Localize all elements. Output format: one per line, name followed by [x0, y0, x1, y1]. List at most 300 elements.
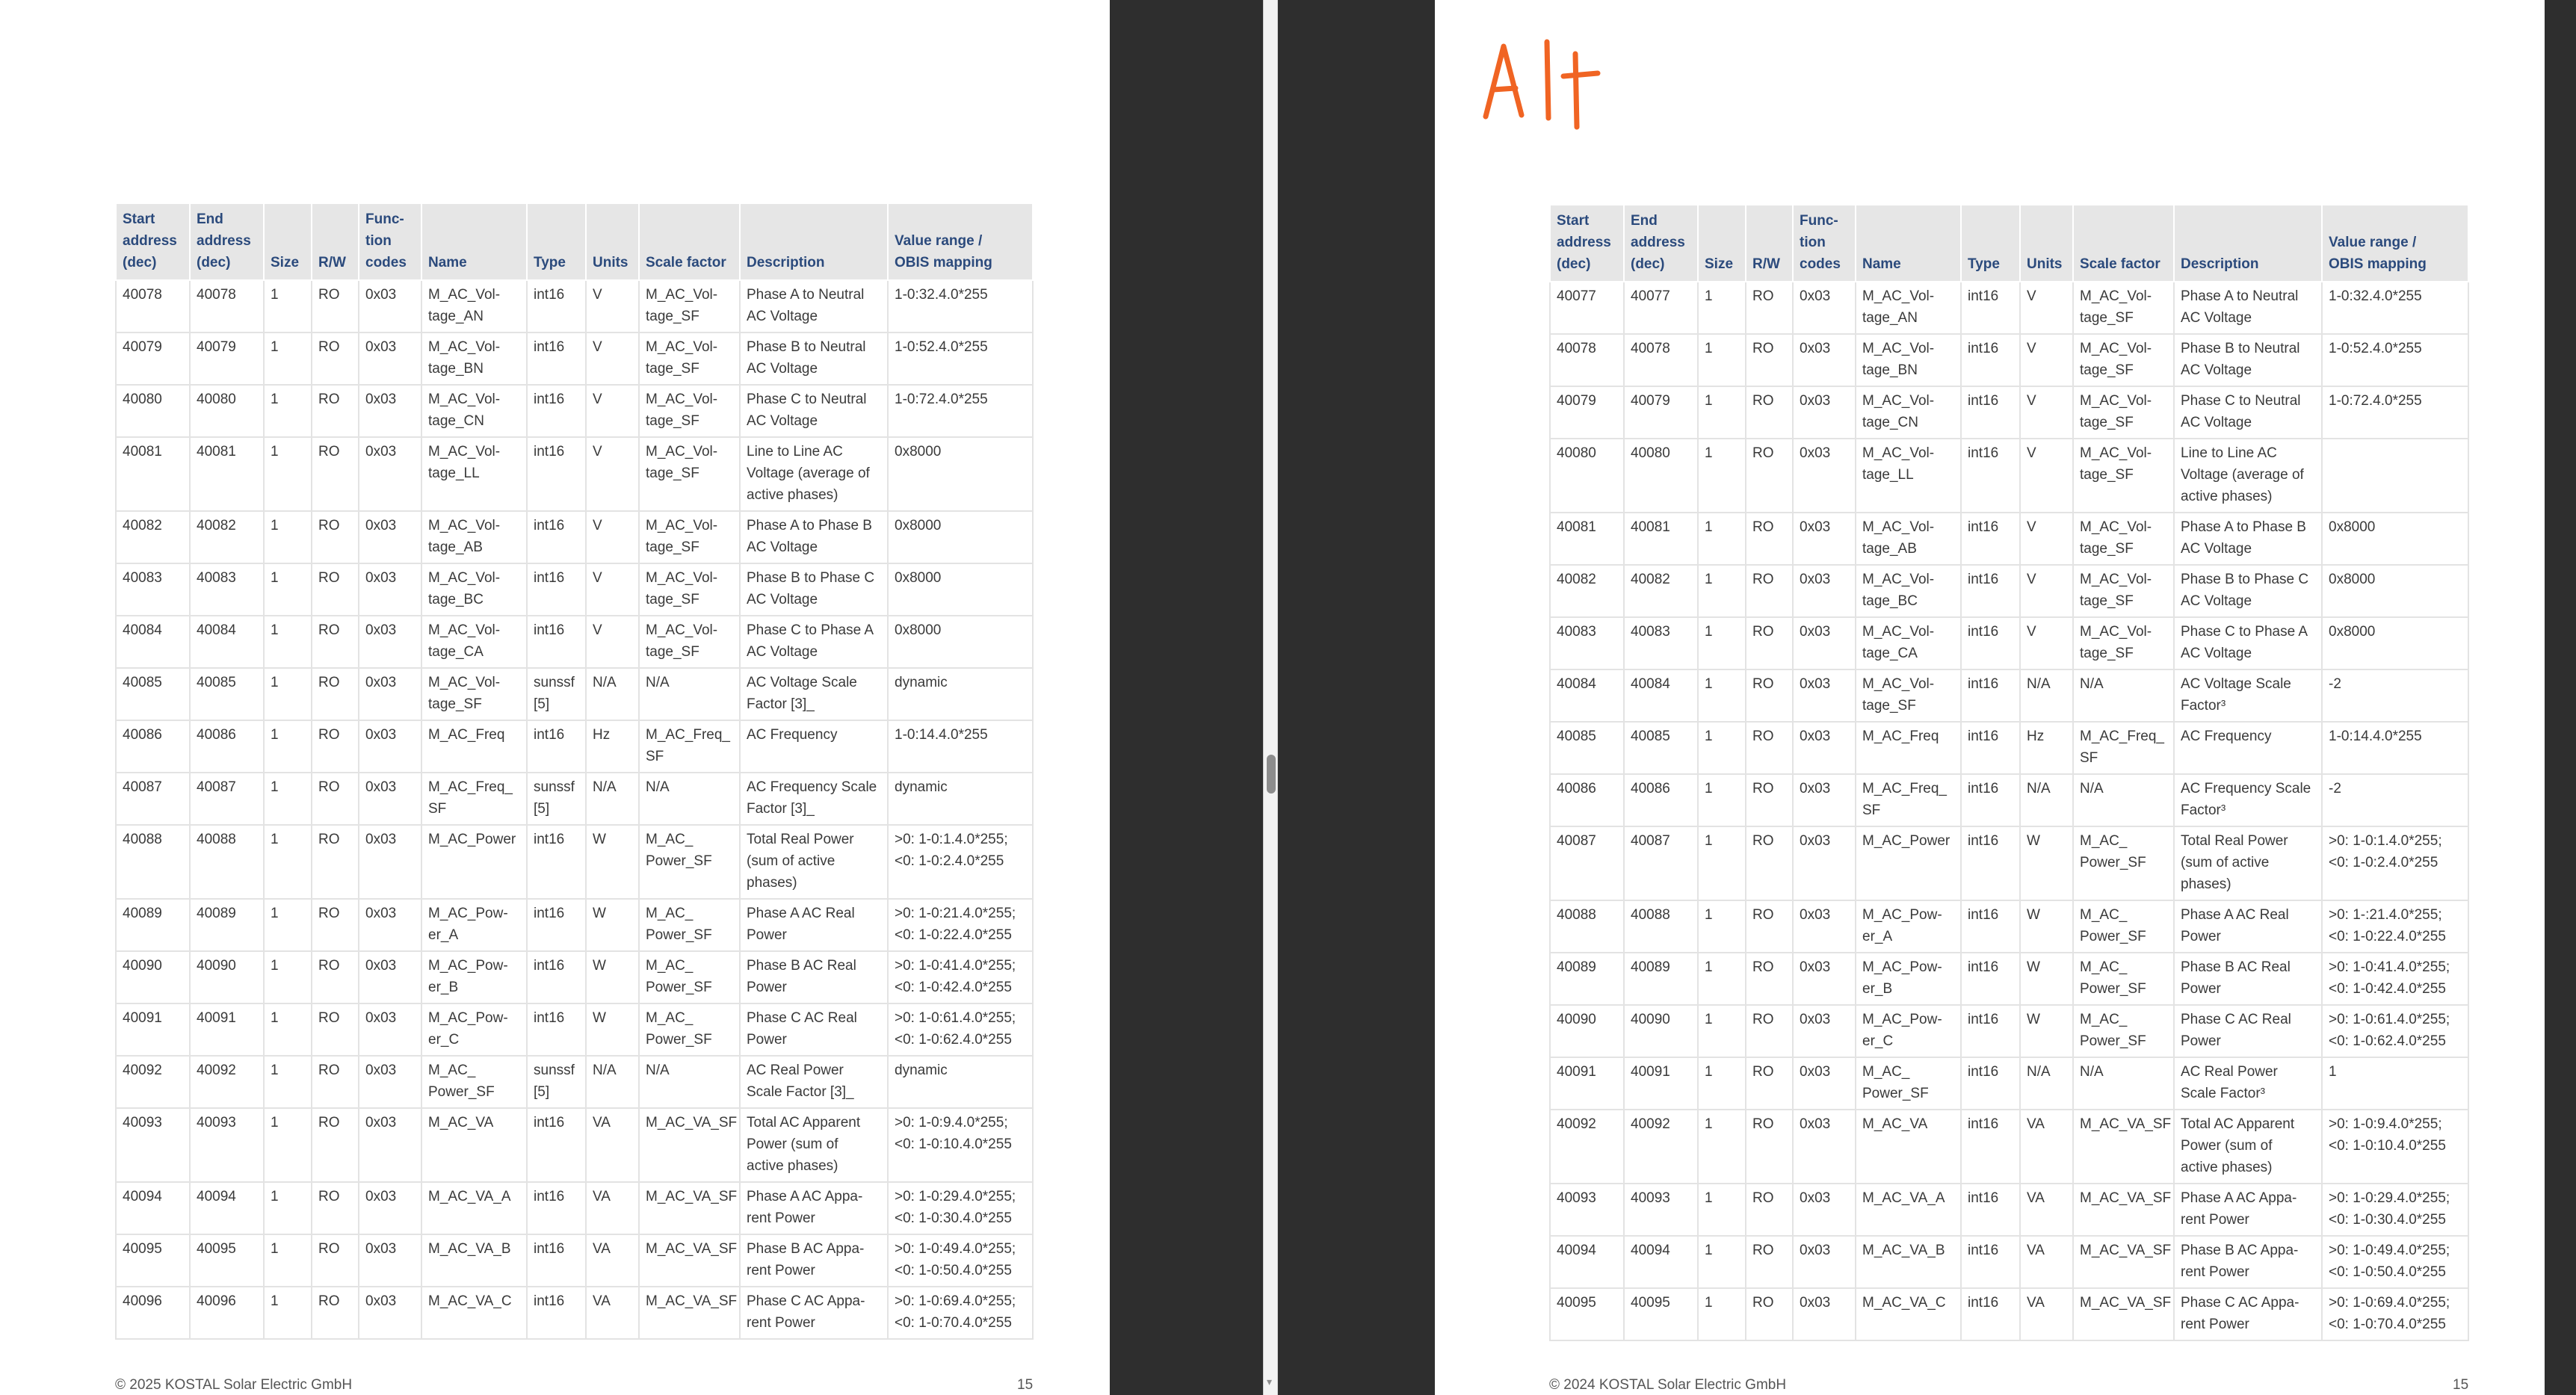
table-cell: int16	[527, 1234, 586, 1287]
table-cell: 0x03	[1793, 334, 1856, 386]
column-header: Type	[1961, 205, 2020, 282]
table-cell: 40087	[190, 773, 264, 825]
table-cell: M_AC_Pow- er_B	[421, 951, 527, 1003]
table-cell: 40080	[1550, 439, 1624, 513]
table-cell: 40090	[116, 951, 190, 1003]
table-cell: 1	[264, 332, 312, 385]
table-cell: int16	[527, 951, 586, 1003]
table-cell: 40093	[116, 1108, 190, 1182]
table-cell: Phase A to Neutral AC Voltage	[2174, 282, 2322, 334]
table-cell: V	[586, 332, 639, 385]
table-cell: RO	[1746, 826, 1793, 900]
table-cell: RO	[312, 1182, 359, 1234]
table-cell: 40093	[1624, 1184, 1698, 1236]
table-cell: dynamic	[888, 668, 1033, 720]
table-row	[1550, 617, 2468, 669]
table-cell: M_AC_Vol- tage_AN	[421, 280, 527, 332]
table-cell: 40080	[116, 385, 190, 437]
table-cell: 0x03	[1793, 386, 1856, 439]
table-cell: 1	[264, 280, 312, 332]
table-cell: 0x03	[359, 280, 421, 332]
table-cell: 1	[264, 773, 312, 825]
table-cell: M_AC_Vol- tage_SF	[2073, 334, 2174, 386]
table-cell: sunssf [5]	[527, 773, 586, 825]
table-cell: M_AC_Freq	[421, 720, 527, 773]
table-cell: VA	[586, 1234, 639, 1287]
table-cell: RO	[312, 773, 359, 825]
table-cell: M_AC_Vol- tage_SF	[2073, 617, 2174, 669]
table-cell: 1	[2322, 1057, 2468, 1110]
table-cell: 0x03	[1793, 953, 1856, 1005]
table-cell: 0x03	[359, 616, 421, 668]
table-row	[116, 773, 1033, 825]
table-cell: M_AC_ Power_SF	[639, 951, 740, 1003]
table-row	[1550, 953, 2468, 1005]
table-cell: AC Voltage Scale Factor³	[2174, 669, 2322, 722]
table-cell: int16	[527, 1003, 586, 1056]
table-cell: 1	[264, 1182, 312, 1234]
table-cell: M_AC_ Power_SF	[639, 825, 740, 899]
table-cell: Phase C AC Appa- rent Power	[2174, 1288, 2322, 1340]
table-cell: 40096	[190, 1287, 264, 1339]
table-cell: RO	[312, 1287, 359, 1339]
table-cell: 1	[264, 720, 312, 773]
table-cell: 1-0:32.4.0*255	[2322, 282, 2468, 334]
column-header: End address (dec)	[1624, 205, 1698, 282]
table-cell: N/A	[2073, 669, 2174, 722]
table-cell: Phase C to Phase A AC Voltage	[2174, 617, 2322, 669]
table-cell: 1-0:52.4.0*255	[888, 332, 1033, 385]
table-cell: N/A	[2020, 1057, 2073, 1110]
table-cell: 40077	[1550, 282, 1624, 334]
table-cell: int16	[1961, 722, 2020, 774]
table-cell: V	[586, 280, 639, 332]
table-cell: int16	[527, 437, 586, 511]
table-cell: Phase A to Neutral AC Voltage	[740, 280, 888, 332]
table-cell: Phase B to Phase C AC Voltage	[740, 563, 888, 616]
table-cell: RO	[1746, 722, 1793, 774]
table-cell: 0x03	[359, 773, 421, 825]
table-cell: M_AC_VA_SF	[2073, 1184, 2174, 1236]
table-cell: 40078	[1624, 334, 1698, 386]
table-cell: 1	[264, 1003, 312, 1056]
table-cell: 0x03	[359, 668, 421, 720]
table-cell: 40078	[1550, 334, 1624, 386]
table-cell: 1	[264, 563, 312, 616]
table-row	[1550, 1110, 2468, 1184]
table-cell: >0: 1-0:41.4.0*255; <0: 1-0:42.4.0*255	[2322, 953, 2468, 1005]
table-cell: AC Frequency Scale Factor [3]_	[740, 773, 888, 825]
table-row	[1550, 669, 2468, 722]
table-cell: >0: 1-0:9.4.0*255; <0: 1-0:10.4.0*255	[888, 1108, 1033, 1182]
table-cell: M_AC_Vol- tage_CN	[1856, 386, 1961, 439]
table-cell: 0x03	[1793, 1184, 1856, 1236]
table-cell: RO	[312, 951, 359, 1003]
table-cell: 40087	[116, 773, 190, 825]
table-cell: 40094	[1624, 1236, 1698, 1288]
table-cell: 0x8000	[2322, 617, 2468, 669]
table-cell: RO	[1746, 334, 1793, 386]
table-cell: M_AC_Vol- tage_SF	[639, 616, 740, 668]
column-header: Value range / OBIS mapping	[888, 203, 1033, 280]
table-cell: M_AC_Pow- er_C	[1856, 1005, 1961, 1057]
table-cell: int16	[1961, 1110, 2020, 1184]
table-cell: V	[2020, 439, 2073, 513]
table-cell: VA	[2020, 1110, 2073, 1184]
table-cell: RO	[312, 899, 359, 951]
table-cell: RO	[312, 668, 359, 720]
table-cell: 0x03	[1793, 722, 1856, 774]
table-cell: AC Frequency	[740, 720, 888, 773]
table-cell: int16	[1961, 1236, 2020, 1288]
table-cell: 40082	[1550, 565, 1624, 617]
table-cell: M_AC_Vol- tage_SF	[2073, 513, 2174, 565]
table-cell: V	[586, 616, 639, 668]
table-cell: AC Frequency	[2174, 722, 2322, 774]
table-row	[1550, 722, 2468, 774]
table-cell: W	[2020, 953, 2073, 1005]
table-cell: 1-0:52.4.0*255	[2322, 334, 2468, 386]
table-cell: RO	[1746, 617, 1793, 669]
table-cell: 0x8000	[888, 437, 1033, 511]
table-cell: M_AC_Vol- tage_BN	[421, 332, 527, 385]
table-cell: M_AC_ Power_SF	[421, 1056, 527, 1108]
table-cell: M_AC_Vol- tage_SF	[639, 385, 740, 437]
table-cell: VA	[2020, 1236, 2073, 1288]
table-cell: int16	[527, 332, 586, 385]
page-number: 15	[2453, 1377, 2469, 1393]
table-cell: 40095	[190, 1234, 264, 1287]
table-cell: M_AC_Vol- tage_SF	[2073, 386, 2174, 439]
table-cell: V	[586, 563, 639, 616]
table-cell: RO	[1746, 1057, 1793, 1110]
table-cell: M_AC_ Power_SF	[2073, 826, 2174, 900]
table-cell: 1	[264, 668, 312, 720]
table-cell: 40088	[1624, 900, 1698, 953]
table-cell: 1	[264, 437, 312, 511]
table-cell: >0: 1-:21.4.0*255; <0: 1-0:22.4.0*255	[2322, 900, 2468, 953]
table-cell: M_AC_Vol- tage_AB	[1856, 513, 1961, 565]
table-cell: 0x03	[359, 1056, 421, 1108]
table-cell: N/A	[2073, 774, 2174, 826]
table-cell: RO	[1746, 1005, 1793, 1057]
table-row	[116, 385, 1033, 437]
table-cell: M_AC_ Power_SF	[1856, 1057, 1961, 1110]
table-cell: W	[2020, 1005, 2073, 1057]
table-cell: M_AC_VA_SF	[639, 1108, 740, 1182]
table-cell: int16	[527, 616, 586, 668]
table-cell: 40084	[1624, 669, 1698, 722]
table-cell: 1	[1698, 669, 1746, 722]
table-cell: M_AC_ Power_SF	[639, 1003, 740, 1056]
table-cell: 40092	[1624, 1110, 1698, 1184]
table-cell: V	[586, 437, 639, 511]
table-cell: 0x8000	[888, 616, 1033, 668]
table-cell: VA	[2020, 1288, 2073, 1340]
table-row	[116, 1182, 1033, 1234]
table-cell: M_AC_Power	[421, 825, 527, 899]
table-cell: RO	[1746, 1110, 1793, 1184]
column-header: Value range / OBIS mapping	[2322, 205, 2468, 282]
table-cell: 40094	[1550, 1236, 1624, 1288]
table-cell: RO	[312, 1003, 359, 1056]
table-cell: M_AC_Vol- tage_SF	[639, 332, 740, 385]
table-cell: 40093	[190, 1108, 264, 1182]
table-cell: int16	[1961, 1005, 2020, 1057]
table-cell: 0x03	[1793, 1110, 1856, 1184]
table-cell: 0x03	[359, 563, 421, 616]
table-cell: 1	[1698, 1184, 1746, 1236]
table-row	[1550, 1057, 2468, 1110]
table-cell: 40094	[116, 1182, 190, 1234]
table-cell: M_AC_Power	[1856, 826, 1961, 900]
table-row	[1550, 1288, 2468, 1340]
table-cell: int16	[527, 280, 586, 332]
table-cell: 40086	[1550, 774, 1624, 826]
table-cell: 40085	[1624, 722, 1698, 774]
table-cell: 40078	[190, 280, 264, 332]
table-cell: M_AC_Vol- tage_LL	[1856, 439, 1961, 513]
table-cell: 1	[264, 825, 312, 899]
table-cell: 1	[1698, 386, 1746, 439]
table-cell: N/A	[639, 1056, 740, 1108]
table-cell: 40080	[190, 385, 264, 437]
table-cell: Phase B to Phase C AC Voltage	[2174, 565, 2322, 617]
table-cell: M_AC_VA_SF	[2073, 1110, 2174, 1184]
table-cell: int16	[1961, 334, 2020, 386]
table-cell: 1	[264, 616, 312, 668]
table-row	[116, 1056, 1033, 1108]
table-cell: 40084	[116, 616, 190, 668]
table-cell: 1	[264, 385, 312, 437]
column-header: Description	[2174, 205, 2322, 282]
table-cell: 40089	[1550, 953, 1624, 1005]
table-cell: int16	[1961, 1057, 2020, 1110]
table-cell: M_AC_Freq_ SF	[639, 720, 740, 773]
table-row	[1550, 513, 2468, 565]
table-cell: 40084	[1550, 669, 1624, 722]
table-cell: Phase A AC Real Power	[740, 899, 888, 951]
viewer-gutter	[2545, 0, 2576, 1395]
table-cell: M_AC_Vol- tage_SF	[2073, 439, 2174, 513]
table-cell: RO	[1746, 513, 1793, 565]
table-cell: Phase C to Neutral AC Voltage	[740, 385, 888, 437]
table-cell: 40083	[190, 563, 264, 616]
document-page-left	[0, 0, 1110, 1395]
table-cell: M_AC_Vol- tage_SF	[639, 563, 740, 616]
table-cell: int16	[1961, 282, 2020, 334]
table-cell: M_AC_Vol- tage_LL	[421, 437, 527, 511]
table-cell: VA	[586, 1287, 639, 1339]
table-cell: 0x03	[1793, 439, 1856, 513]
table-cell: VA	[586, 1182, 639, 1234]
table-cell: 0x03	[1793, 617, 1856, 669]
table-cell: AC Real Power Scale Factor³	[2174, 1057, 2322, 1110]
table-cell: int16	[1961, 386, 2020, 439]
table-cell: 40085	[1550, 722, 1624, 774]
table-cell: RO	[1746, 282, 1793, 334]
table-cell: int16	[527, 511, 586, 563]
table-cell: 40090	[1550, 1005, 1624, 1057]
table-cell: 1-0:32.4.0*255	[888, 280, 1033, 332]
table-cell: RO	[312, 511, 359, 563]
table-cell: 40082	[1624, 565, 1698, 617]
column-header: Description	[740, 203, 888, 280]
table-cell: M_AC_Pow- er_C	[421, 1003, 527, 1056]
column-header: Name	[421, 203, 527, 280]
table-cell: 40088	[1550, 900, 1624, 953]
column-header: R/W	[312, 203, 359, 280]
table-cell: M_AC_VA_B	[1856, 1236, 1961, 1288]
table-cell: int16	[1961, 513, 2020, 565]
table-cell: 40088	[190, 825, 264, 899]
table-cell: 40089	[190, 899, 264, 951]
table-cell: >0: 1-0:61.4.0*255; <0: 1-0:62.4.0*255	[2322, 1005, 2468, 1057]
table-cell: 1	[1698, 1236, 1746, 1288]
table-cell: int16	[1961, 439, 2020, 513]
table-cell: RO	[1746, 386, 1793, 439]
table-cell: 0x03	[359, 1003, 421, 1056]
table-cell: 0x03	[359, 511, 421, 563]
table-cell: 0x03	[1793, 669, 1856, 722]
table-row	[116, 825, 1033, 899]
table-cell: 0x03	[1793, 774, 1856, 826]
table-cell: M_AC_Vol- tage_SF	[639, 280, 740, 332]
table-cell: 40094	[190, 1182, 264, 1234]
table-cell: V	[2020, 565, 2073, 617]
table-cell: N/A	[586, 1056, 639, 1108]
table-cell: 1	[1698, 722, 1746, 774]
table-cell: N/A	[639, 773, 740, 825]
table-cell: 0x03	[359, 1108, 421, 1182]
table-cell: >0: 1-0:49.4.0*255; <0: 1-0:50.4.0*255	[2322, 1236, 2468, 1288]
table-cell: M_AC_ Power_SF	[2073, 953, 2174, 1005]
table-cell: M_AC_Freq_ SF	[1856, 774, 1961, 826]
table-cell: W	[586, 825, 639, 899]
table-cell: RO	[1746, 439, 1793, 513]
table-cell: RO	[312, 1234, 359, 1287]
table-cell: int16	[527, 1287, 586, 1339]
table-cell: 40089	[116, 899, 190, 951]
table-cell: N/A	[2020, 774, 2073, 826]
table-cell: Total Real Power (sum of active phases)	[740, 825, 888, 899]
table-cell: RO	[312, 563, 359, 616]
table-cell: RO	[1746, 774, 1793, 826]
table-cell: RO	[312, 825, 359, 899]
table-cell: 1-0:14.4.0*255	[888, 720, 1033, 773]
table-cell: 1	[264, 899, 312, 951]
table-cell: 0x03	[1793, 900, 1856, 953]
table-cell: 1	[1698, 953, 1746, 1005]
table-cell: Phase B to Neutral AC Voltage	[2174, 334, 2322, 386]
scroll-down-arrow-icon[interactable]: ▾	[1267, 1376, 1273, 1388]
table-row	[1550, 386, 2468, 439]
column-header: Scale factor	[2073, 205, 2174, 282]
table-cell: 40084	[190, 616, 264, 668]
table-cell: V	[2020, 617, 2073, 669]
table-cell: 40087	[1550, 826, 1624, 900]
column-header: Name	[1856, 205, 1961, 282]
table-cell: VA	[2020, 1184, 2073, 1236]
table-cell: RO	[312, 720, 359, 773]
table-cell: Phase A to Phase B AC Voltage	[2174, 513, 2322, 565]
table-cell: Phase B AC Appa- rent Power	[2174, 1236, 2322, 1288]
table-cell: Phase C to Neutral AC Voltage	[2174, 386, 2322, 439]
table-cell: M_AC_Vol- tage_SF	[639, 511, 740, 563]
table-cell: 0x03	[1793, 282, 1856, 334]
table-cell: int16	[527, 563, 586, 616]
register-table-left	[115, 202, 1034, 1340]
table-cell: int16	[527, 1182, 586, 1234]
column-header: Func- tion codes	[359, 203, 421, 280]
table-cell: RO	[1746, 565, 1793, 617]
table-cell: AC Real Power Scale Factor [3]_	[740, 1056, 888, 1108]
table-cell: M_AC_Vol- tage_SF	[2073, 282, 2174, 334]
table-cell: AC Frequency Scale Factor³	[2174, 774, 2322, 826]
table-cell: 40082	[116, 511, 190, 563]
table-cell: V	[2020, 513, 2073, 565]
table-cell: W	[586, 899, 639, 951]
column-header: Size	[1698, 205, 1746, 282]
table-cell: int16	[527, 385, 586, 437]
table-cell: Phase C to Phase A AC Voltage	[740, 616, 888, 668]
table-cell: >0: 1-0:49.4.0*255; <0: 1-0:50.4.0*255	[888, 1234, 1033, 1287]
table-cell: M_AC_Vol- tage_SF	[421, 668, 527, 720]
table-cell: Total AC Apparent Power (sum of active phases)	[740, 1108, 888, 1182]
table-cell: Phase A AC Real Power	[2174, 900, 2322, 953]
column-header: Scale factor	[639, 203, 740, 280]
table-cell	[2322, 439, 2468, 513]
table-cell: W	[586, 951, 639, 1003]
table-cell: V	[586, 511, 639, 563]
table-cell: 1	[264, 511, 312, 563]
table-cell: 40081	[1624, 513, 1698, 565]
table-cell: 40083	[116, 563, 190, 616]
table-cell: M_AC_ Power_SF	[639, 899, 740, 951]
table-cell: RO	[312, 385, 359, 437]
table-cell: 0x03	[1793, 826, 1856, 900]
table-cell: 40090	[190, 951, 264, 1003]
table-cell: W	[2020, 900, 2073, 953]
table-cell: dynamic	[888, 1056, 1033, 1108]
table-row	[116, 668, 1033, 720]
table-cell: 0x03	[359, 951, 421, 1003]
splitter-drag-handle[interactable]	[1267, 755, 1276, 794]
table-cell: 40089	[1624, 953, 1698, 1005]
table-cell: 0x03	[1793, 1288, 1856, 1340]
table-row	[1550, 439, 2468, 513]
table-cell: N/A	[2020, 669, 2073, 722]
table-cell: RO	[1746, 900, 1793, 953]
table-cell: 40086	[190, 720, 264, 773]
table-cell: M_AC_ Power_SF	[2073, 1005, 2174, 1057]
table-cell: >0: 1-0:21.4.0*255; <0: 1-0:22.4.0*255	[888, 899, 1033, 951]
annotation-strokes	[1486, 42, 1598, 127]
table-row	[116, 511, 1033, 563]
table-cell: Phase A AC Appa- rent Power	[740, 1182, 888, 1234]
table-cell: 40085	[116, 668, 190, 720]
table-cell: 1	[1698, 1110, 1746, 1184]
table-cell: 1	[1698, 774, 1746, 826]
compare-splitter[interactable]	[1263, 0, 1278, 1395]
register-table-right	[1549, 204, 2469, 1341]
table-cell: 40079	[190, 332, 264, 385]
table-row	[1550, 282, 2468, 334]
table-cell: V	[2020, 282, 2073, 334]
table-row	[116, 437, 1033, 511]
table-cell: V	[586, 385, 639, 437]
table-cell: 1	[1698, 439, 1746, 513]
